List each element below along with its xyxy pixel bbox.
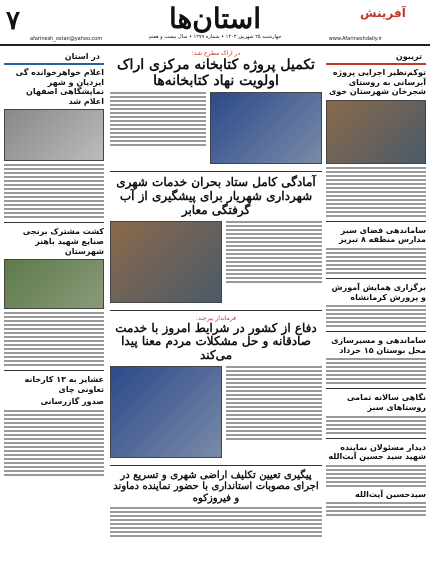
divider (326, 438, 426, 439)
divider (4, 370, 104, 371)
article-body (226, 221, 322, 303)
article-headline[interactable]: سیدحسین آیت‌الله (355, 489, 426, 499)
article-headline[interactable]: دیدار مسئولان نماینده شهید سید حسین آیت‌الله (328, 442, 426, 462)
article-kicker: در اراک مطرح شد: (191, 50, 241, 57)
divider (326, 388, 426, 389)
divider (110, 310, 322, 311)
article-body (326, 167, 426, 217)
lead-headline[interactable]: تکمیل پروژه کتابخانه مرکزی اراک اولویت نهاد کتابخانه‌ها (117, 57, 315, 90)
article-headline[interactable]: کشت مشترک برنجی صنایع شهید باهنر شهرستان (22, 227, 104, 256)
article-headline[interactable]: اعلام خواهرخوانده گی ایزدیان و شهر نمایشگاهی اصفهان اعلام شد (15, 68, 104, 106)
article-headline[interactable]: دفاع از کشور در شرایط امروز با خدمت صادقانه و حل مشکلات مردم معنا پیدا می‌کند (115, 320, 317, 363)
email-link[interactable]: afarinesh_ostan@yahoo.com (30, 36, 103, 42)
article-body (4, 312, 104, 366)
article-headline[interactable]: برگزاری همایش آموزش و پرورش کرمانشاه (331, 282, 426, 302)
article-kicker: فرماندار بیرجند: (196, 314, 236, 322)
article-photo (4, 109, 104, 161)
page-number: ۷ (6, 6, 20, 36)
article-body (326, 358, 426, 384)
article-headline[interactable]: نگاهی سالانه تمامی روستاهای سبز (347, 393, 426, 412)
article-body (110, 92, 206, 164)
article-body (326, 248, 426, 274)
divider (4, 222, 104, 223)
article-photo (326, 100, 426, 164)
article-photo (210, 92, 322, 164)
article-headline[interactable]: عشایر به ۱۳ کارخانه تعاونی چای (24, 375, 104, 394)
dateline: چهارشنبه ۲۵ شهریور ۱۴۰۳ • شماره ۱۲۷۹ • سال بیست و هفتم (148, 34, 282, 40)
article-body (4, 410, 104, 476)
article-body (326, 305, 426, 327)
article-body (4, 164, 104, 218)
divider (326, 278, 426, 279)
article-headline[interactable]: آمادگی کامل ستاد بحران خدمات شهری شهرداری شهریار برای پیشگیری از آب گرفتگی معابر (116, 175, 316, 217)
left-column (4, 50, 104, 479)
section-header-tribune: تریبون (326, 50, 426, 65)
article-body (326, 502, 426, 516)
divider (326, 331, 426, 332)
section-header-province: در استان (4, 50, 104, 65)
masthead (0, 0, 430, 46)
article-body (226, 366, 322, 458)
article-headline[interactable]: توکم‌نظیر اجرایی پروژه آبرسانی به روستای شجرخان شهرستان خوی (329, 68, 426, 97)
divider (110, 171, 322, 172)
middle-column (110, 50, 322, 540)
divider (326, 221, 426, 222)
article-body (326, 416, 426, 434)
website-link[interactable]: www.Afarineshdaily.ir (328, 36, 382, 42)
article-photo (110, 221, 222, 303)
article-headline[interactable]: ساماندهی فضای سبز مدارس منطقه ۸ تبریز (338, 225, 426, 245)
newspaper-logo: استان‌ها (168, 2, 262, 35)
divider (110, 465, 322, 466)
article-headline[interactable]: ساماندهی و مسیرسازی محل بوستان ۱۵ خرداد (331, 336, 426, 355)
article-photo (110, 366, 222, 458)
brand-name: آفرینش (360, 6, 406, 20)
article-body (110, 507, 322, 537)
right-column (326, 50, 426, 519)
article-headline[interactable]: صدور گازرسانی (40, 397, 104, 407)
article-body (326, 465, 426, 487)
article-photo (4, 259, 104, 309)
article-headline[interactable]: پیگیری تعیین تکلیف اراضی شهری و تسریع در اجرای مصوبات استانداری با حضور نماینده دماوند و فیروزکوه (113, 469, 319, 504)
